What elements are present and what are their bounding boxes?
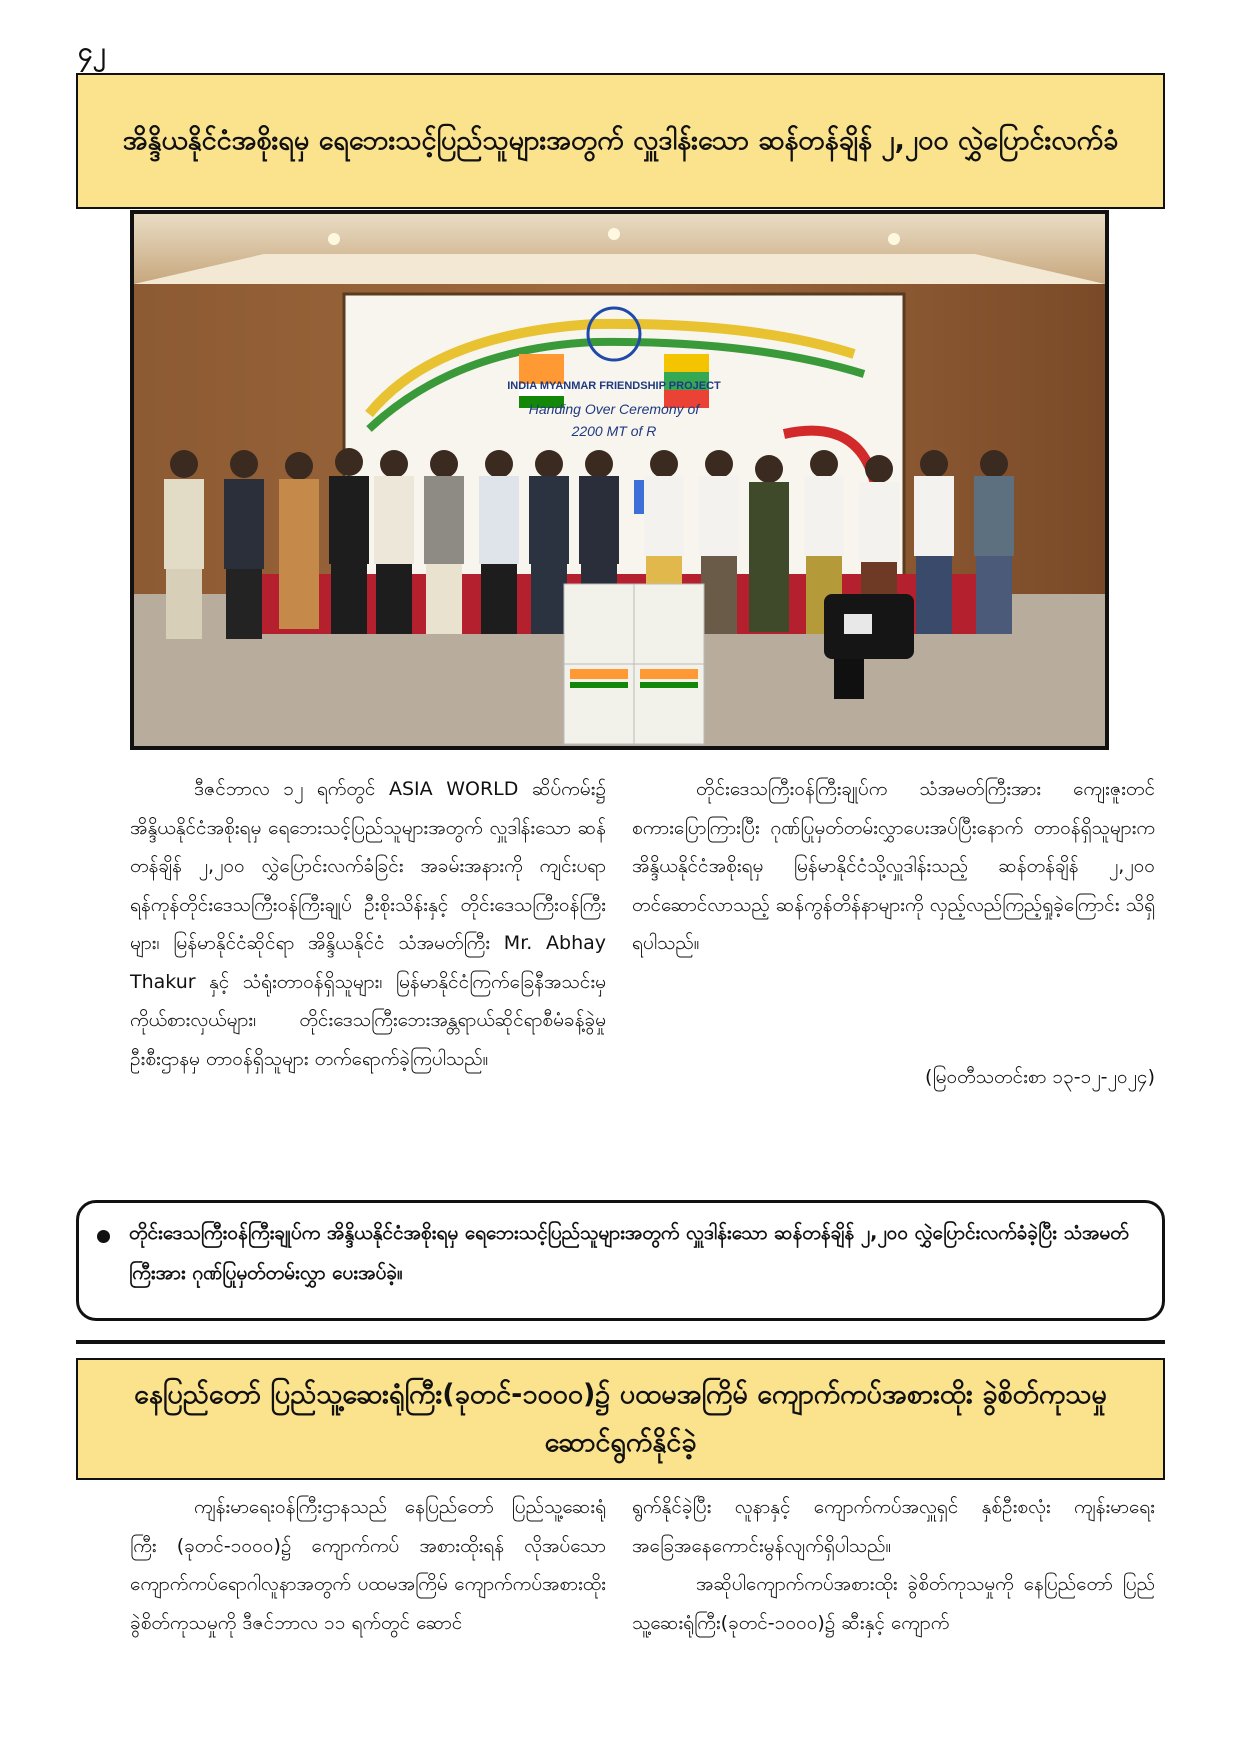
paragraph: အဆိုပါကျောက်ကပ်အစားထိုး ခွဲစိတ်ကုသမှုကို နေပြည်တော် ပြည်သူ့ဆေးရုံကြီး(ခုတင်-၁၀၀၀)၌ ဆီးနှင့် ကျောက်: [632, 1573, 1155, 1634]
article-body-left: [130, 770, 606, 1078]
summary-text: တိုင်းဒေသကြီးဝန်ကြီးချုပ်က အိန္ဒိယနိုင်ငံအစိုးရမှ ရေဘေးသင့်ပြည်သူများအတွက် လှူဒါန်းသော ဆန်တန်ချိန် ၂,၂၀၀ လွှဲပြောင်းလက်ခံခဲ့ပြီး သံအမတ်ကြီးအား ဂုဏ်ပြုမှတ်တမ်းလွှာ ပေးအပ်ခဲ့။: [129, 1222, 1129, 1284]
handover-ceremony-image: [134, 214, 1105, 746]
paragraph: ဒီဇင်ဘာလ ၁၂ ရက်တွင် ASIA WORLD ဆိပ်ကမ်း၌ အိန္ဒိယနိုင်ငံအစိုးရမှ ရေဘေးသင့်ပြည်သူများအတွက် လှူဒါန်းသော ဆန်တန်ချိန် ၂,၂၀၀ လွှဲပြောင်းလက်ခံခြင်း အခမ်းအနားကို ကျင်းပရာ ရန်ကုန်တိုင်းဒေသကြီးဝန်ကြီးချုပ် ဦးစိုးသိန်းနှင့် တိုင်းဒေသကြီးဝန်ကြီးများ၊ မြန်မာနိုင်ငံဆိုင်ရာ အိန္ဒိယနိုင်ငံ သံအမတ်ကြီး Mr. Abhay Thakur နှင့် သံရုံးတာဝန်ရှိသူများ၊ မြန်မာနိုင်ငံကြက်ခြေနီအသင်းမှ ကိုယ်စားလှယ်များ၊ တိုင်းဒေသကြီးဘေးအန္တရာယ်ဆိုင်ရာစီမံခန့်ခွဲမှုဦးစီးဌာနမှ တာဝန်ရှိသူများ တက်ရောက်ခဲ့ကြပါသည်။: [130, 778, 606, 1070]
headline-box: [76, 1358, 1165, 1480]
rice-bags: [564, 584, 704, 744]
screen-ceremony-text: Handing Over Ceremony of: [528, 401, 700, 417]
headline-box: [76, 73, 1165, 209]
paragraph: ကျန်းမာရေးဝန်ကြီးဌာနသည် နေပြည်တော် ပြည်သူ့ဆေးရုံကြီး (ခုတင်-၁၀၀၀)၌ ကျောက်ကပ် အစားထိုးရန် လိုအပ်သော ကျောက်ကပ်ရောဂါလူနာအတွက် ပထမအကြိမ် ကျောက်ကပ်အစားထိုးခွဲစိတ်ကုသမှုကို ဒီဇင်ဘာလ ၁၁ ရက်တွင် ဆောင်: [130, 1496, 606, 1634]
paragraph: တိုင်းဒေသကြီးဝန်ကြီးချုပ်က သံအမတ်ကြီးအား ကျေးဇူးတင်စကားပြောကြားပြီး ဂုဏ်ပြုမှတ်တမ်းလွှာပေးအပ်ပြီးနောက် တာဝန်ရှိသူများက အိန္ဒိယနိုင်ငံအစိုးရမှ မြန်မာနိုင်ငံသို့လှူဒါန်းသည့် ဆန်တန်ချိန် ၂,၂၀၀ တင်ဆောင်လာသည့် ဆန်ကွန်တိန်နာများကို လှည့်လည်ကြည့်ရှုခဲ့ကြောင်း သိရှိရပါသည်။: [632, 778, 1155, 954]
page-number: ၄၂: [78, 37, 106, 67]
section-divider: [76, 1340, 1165, 1344]
article-body-right: [632, 1488, 1155, 1642]
article-headline: နေပြည်တော် ပြည်သူ့ဆေးရုံကြီး(ခုတင်-၁၀၀၀)၌ ပထမအကြိမ် ကျောက်ကပ်အစားထိုး ခွဲစိတ်ကုသမှု ဆောင်ရွက်နိုင်ခဲ့: [134, 1379, 1107, 1458]
article-photo: [130, 210, 1109, 750]
article-body-right: [632, 770, 1155, 963]
paragraph: ရွက်နိုင်ခဲ့ပြီး လူနာနှင့် ကျောက်ကပ်အလှူရှင် နှစ်ဦးစလုံး ကျန်းမာရေးအခြေအနေကောင်းမွန်လျက်ရှိပါသည်။: [632, 1496, 1155, 1557]
screen-project-title: INDIA MYANMAR FRIENDSHIP PROJECT: [507, 380, 721, 392]
bullet-icon: [97, 1230, 110, 1243]
screen-quantity-text: 2200 MT of R: [571, 423, 657, 439]
article-body-left: [130, 1488, 606, 1642]
article-headline: အိန္ဒိယနိုင်ငံအစိုးရမှ ရေဘေးသင့်ပြည်သူများအတွက် လှူဒါန်းသော ဆန်တန်ချိန် ၂,၂၀၀ လွှဲပြောင်းလက်ခံ: [122, 125, 1119, 156]
summary-box: [76, 1200, 1165, 1321]
article-source: (မြဝတီသတင်းစာ ၁၃-၁၂-၂၀၂၄): [925, 1066, 1155, 1088]
